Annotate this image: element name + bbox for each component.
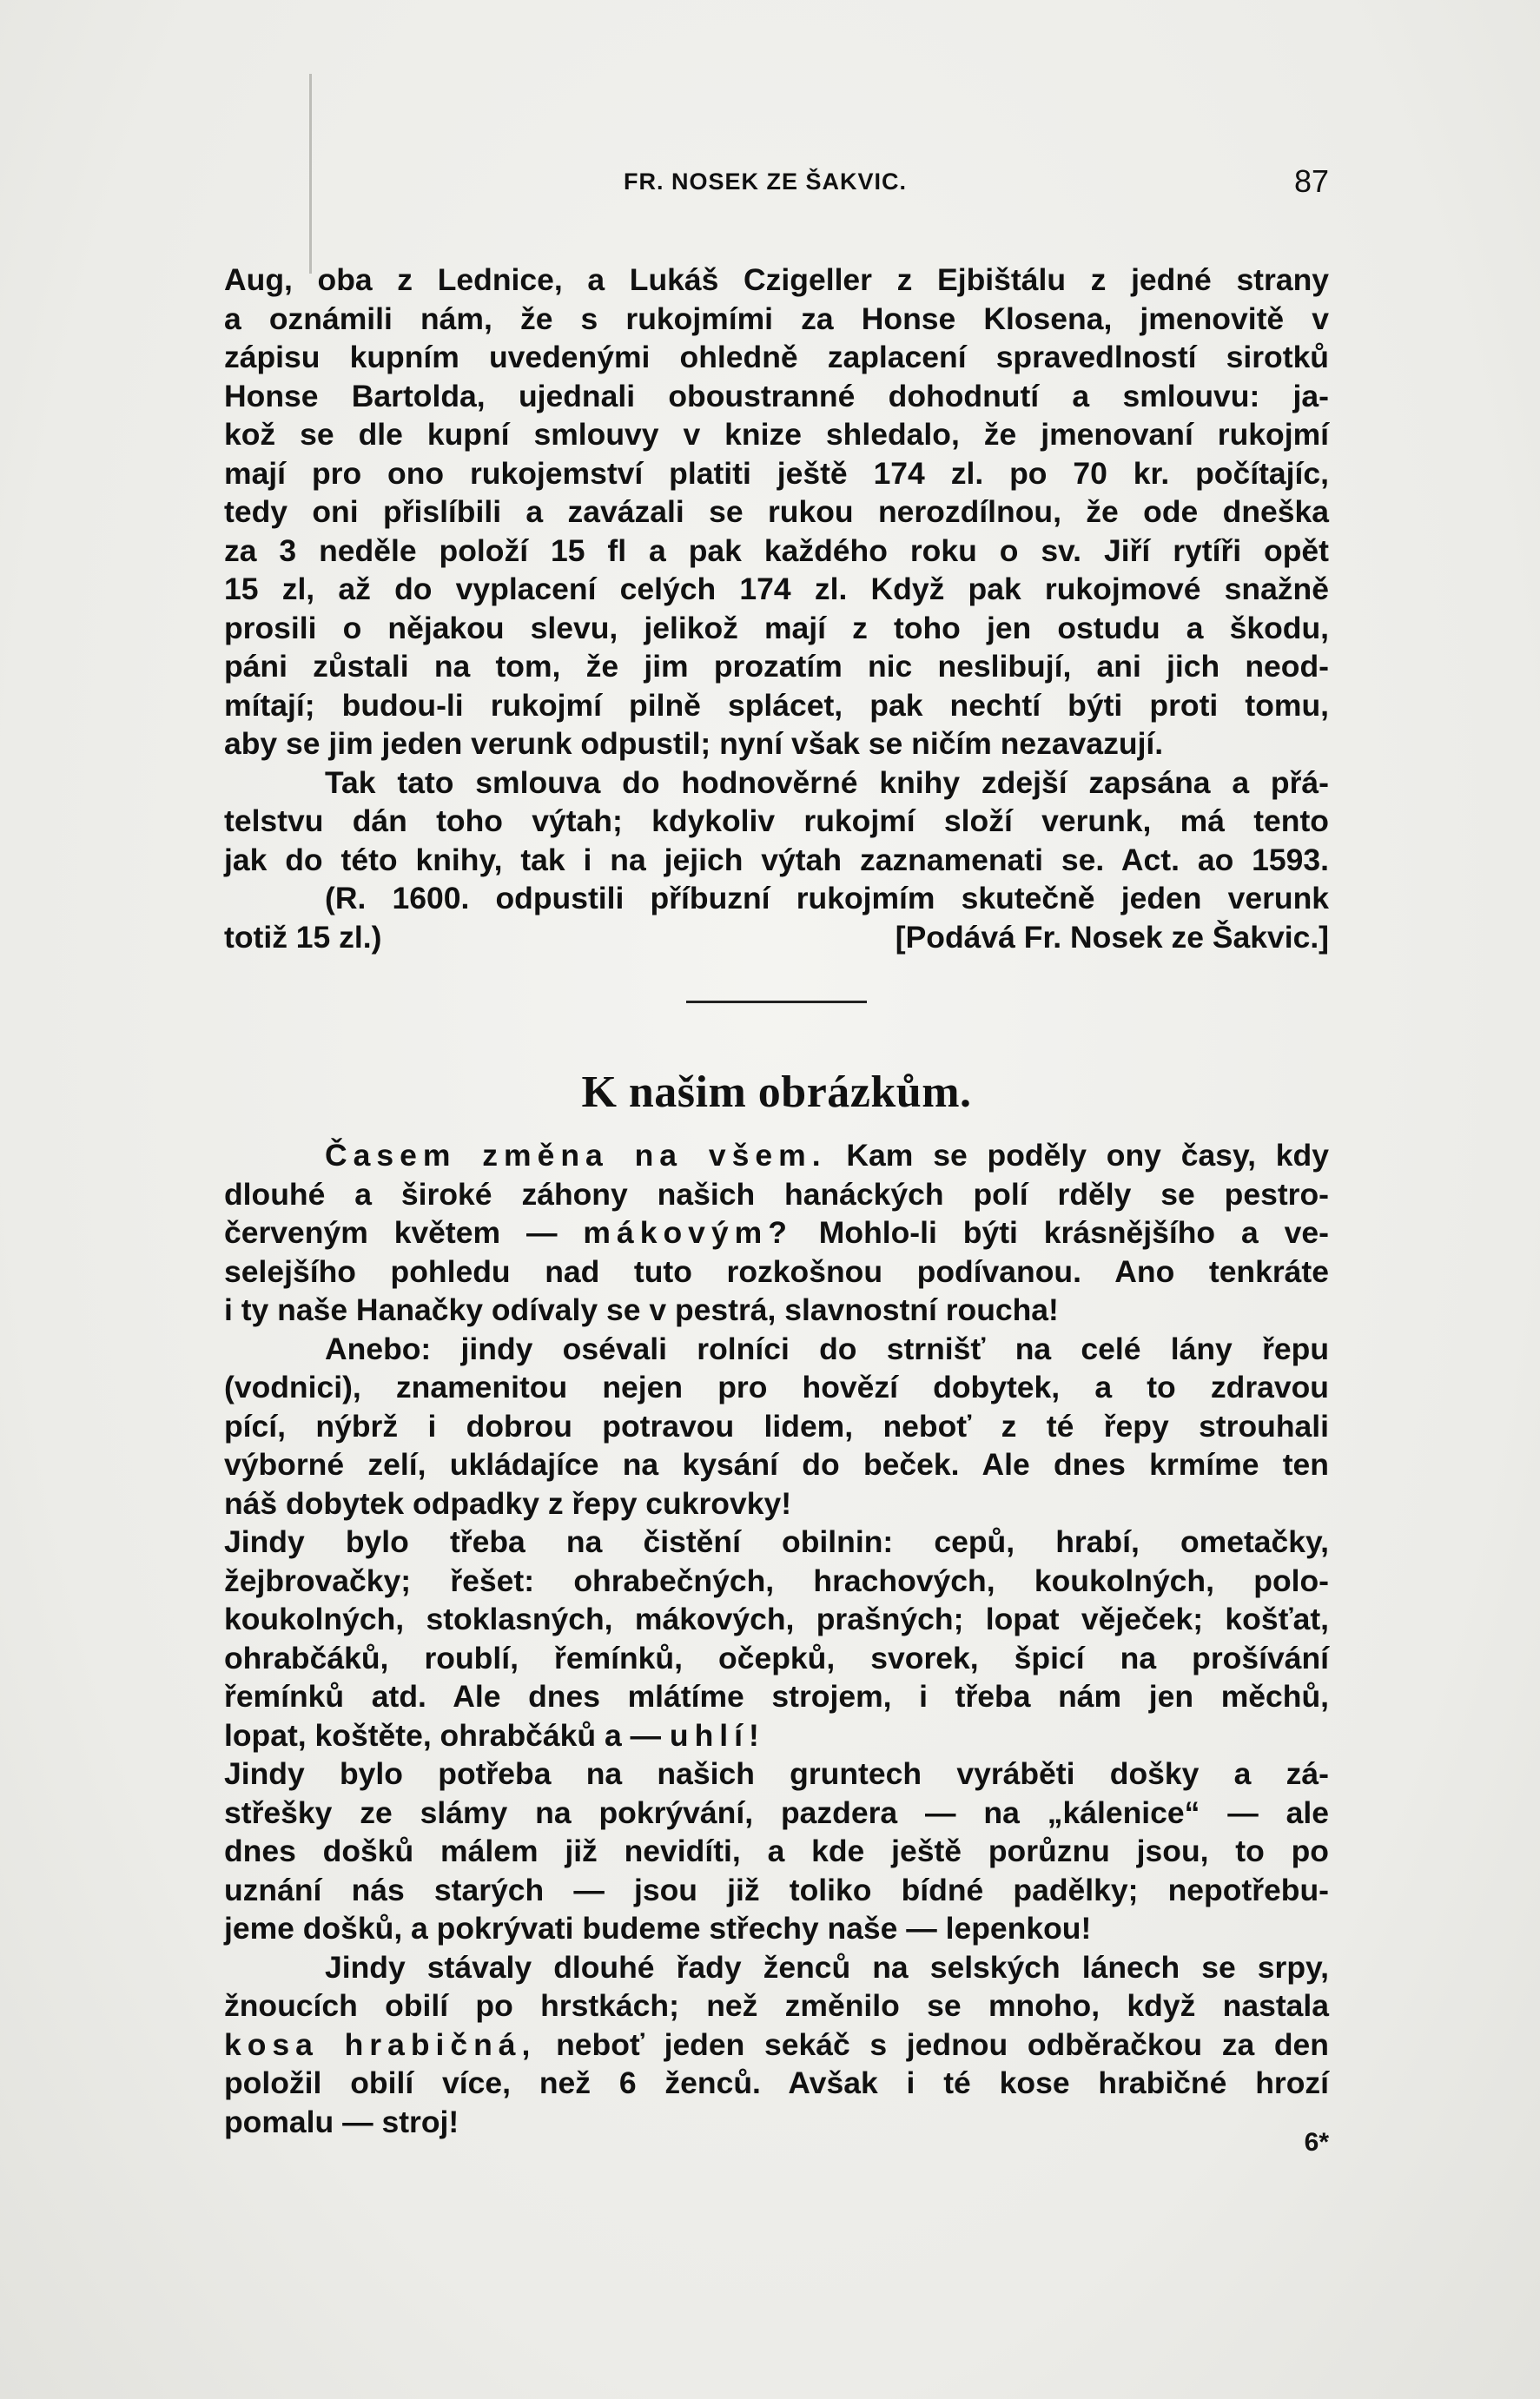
text-line: uznání nás starých — jsou již toliko bídné padělky; nepotřebu- — [224, 1872, 1329, 1907]
paragraph-c — [224, 1523, 1329, 1755]
text-line: i ty naše Hanačky odívaly se v pestrá, slavnostní roucha! — [224, 1292, 1059, 1327]
text-line: (R. 1600. odpustili příbuzní rukojmím skutečně jeden verunk — [325, 881, 1329, 915]
text-line: mají pro ono rukojemství platiti ještě 174 zl. po 70 kr. počítajíc, — [224, 455, 1329, 491]
text-line: mítají; budou-li rukojmí pilně splácet, pak nechtí býti proti tomu, — [224, 687, 1329, 723]
text-line: zápisu kupním uvedenými ohledně zaplacení spravedlností sirotků — [224, 340, 1329, 374]
text-line: jeme došků, a pokrývati budeme střechy naše — lepenkou! — [224, 1911, 1092, 1946]
text-line: žnoucích obilí po hrstkách; než změnilo se mnoho, když nastala — [224, 1988, 1329, 2023]
page-number: 87 — [1293, 163, 1329, 199]
text-line — [224, 1136, 1329, 1175]
page-header — [224, 163, 1329, 215]
spaced-phrase: Časem změna na všem. — [325, 1138, 827, 1173]
paragraph-1 — [224, 261, 1329, 763]
text-line: koukolných, stoklasných, mákových, prašných; lopat věječek; košťat, — [224, 1602, 1329, 1636]
text-line: totiž 15 zl.) — [224, 919, 382, 955]
text-line: výborné zelí, ukládajíce na kysání do beček. Ale dnes krmíme ten — [224, 1447, 1329, 1482]
text-line — [224, 1213, 1329, 1252]
text-line: pící, nýbrž i dobrou potravou lidem, neboť z té řepy strouhali — [224, 1408, 1329, 1444]
running-head: FR. NOSEK ZE ŠAKVIC. — [624, 169, 908, 195]
text-run: Kam se poděly ony časy, kdy — [826, 1138, 1329, 1173]
text-line: Jindy stávaly dlouhé řady ženců na selských lánech se srpy, — [325, 1949, 1329, 1985]
text-line: žejbrovačky; řešet: ohrabečných, hrachových, koukolných, polo- — [224, 1563, 1329, 1598]
text-line: aby se jim jeden verunk odpustil; nyní však se ničím nezavazují. — [224, 726, 1164, 761]
article-text — [224, 1136, 1329, 2141]
paragraph-b — [224, 1330, 1329, 1523]
text-line: Jindy bylo potřeba na našich gruntech vyráběti došky a zá- — [224, 1756, 1329, 1791]
text-line: páni zůstali na tom, že jim prozatím nic neslibují, ani jich neod- — [224, 649, 1329, 684]
text-line: telstvu dán toho výtah; kdykoliv rukojmí složí verunk, má tento — [224, 803, 1329, 838]
paragraph-2 — [224, 763, 1329, 880]
paragraph-d — [224, 1755, 1329, 1948]
text-line — [224, 1716, 1329, 1755]
signature-row — [224, 918, 1329, 957]
text-line: jak do této knihy, tak i na jejich výtah zaznamenati se. Act. ao 1593. — [224, 842, 1329, 877]
text-run: neboť jeden sekáč s jednou odběračkou za den — [536, 2026, 1329, 2062]
text-line: dnes došků málem již nevidíti, a kde ještě porůznu jsou, to po — [224, 1834, 1329, 1868]
text-line: Anebo: jindy osévali rolníci do strnišť na celé lány řepu — [325, 1331, 1329, 1366]
signature-mark: 6* — [1304, 2128, 1329, 2157]
text-line: náš dobytek odpadky z řepy cukrovky! — [224, 1485, 792, 1521]
paragraph-e — [224, 1948, 1329, 2142]
text-line: kož se dle kupní smlouvy v knize shledalo, že jmenovaní rukojmí — [224, 417, 1329, 452]
text-run: lopat, koštěte, ohrabčáků a — — [224, 1717, 670, 1753]
text-line: a oznámili nám, že s rukojmími za Honse Klosena, jmenovitě v — [224, 301, 1329, 336]
text-line: selejšího pohledu nad tuto rozkošnou podívanou. Ano tenkráte — [224, 1253, 1329, 1289]
text-line: Jindy bylo třeba na čistění obilnin: cepů, hrabí, ometačky, — [224, 1524, 1329, 1559]
text-line: za 3 neděle položí 15 fl a pak každého roku o sv. Jiří rytíři opět — [224, 532, 1329, 568]
paragraph-3 — [224, 879, 1329, 956]
text-line: pomalu — stroj! — [224, 2104, 459, 2139]
spaced-phrase: mákovým? — [583, 1215, 793, 1250]
text-line: ohrabčáků, roublí, řemínků, očepků, svorek, špicí na prošívání — [224, 1640, 1329, 1675]
paragraph-a — [224, 1136, 1329, 1330]
text-line: tedy oni přislíbili a zavázali se rukou nerozdílnou, že ode dneška — [224, 494, 1329, 529]
text-line: dlouhé a široké záhony našich hanáckých polí rděly se pestro- — [224, 1176, 1329, 1212]
text-line: 15 zl, až do vyplacení celých 174 zl. Když pak rukojmové snažně — [224, 572, 1329, 606]
text-line: Tak tato smlouva do hodnověrné knihy zdejší zapsána a přá- — [325, 764, 1329, 800]
letter-text — [224, 261, 1329, 956]
text-line: (vodnici), znamenitou nejen pro hovězí dobytek, a to zdravou — [224, 1370, 1329, 1404]
text-line — [224, 2026, 1329, 2065]
spaced-phrase: uhlí! — [669, 1717, 765, 1753]
spaced-phrase: kosa hrabičná, — [224, 2026, 537, 2062]
text-line: prosili o nějakou slevu, jelikož mají z toho jen ostudu a škodu, — [224, 610, 1329, 645]
section-divider — [686, 1001, 867, 1003]
author-credit: [Podává Fr. Nosek ze Šakvic.] — [895, 919, 1329, 955]
section-title: K našim obrázkům. — [581, 1067, 972, 1117]
text-run: červeným květem — — [224, 1215, 584, 1250]
text-run: Mohlo-li býti krásnějšího a ve- — [792, 1215, 1329, 1250]
text-line: položil obilí více, než 6 ženců. Avšak i té kose hrabičné hrozí — [224, 2065, 1329, 2100]
text-line: řemínků atd. Ale dnes mlátíme strojem, i třeba nám jen měchů, — [224, 1679, 1329, 1714]
text-line: Aug, oba z Lednice, a Lukáš Czigeller z Ejbištálu z jedné strany — [224, 262, 1329, 297]
text-line: střešky ze slámy na pokrývání, pazdera — na „kálenice“ — ale — [224, 1794, 1329, 1830]
text-line: Honse Bartolda, ujednali oboustranné dohodnutí a smlouvu: ja- — [224, 378, 1329, 413]
